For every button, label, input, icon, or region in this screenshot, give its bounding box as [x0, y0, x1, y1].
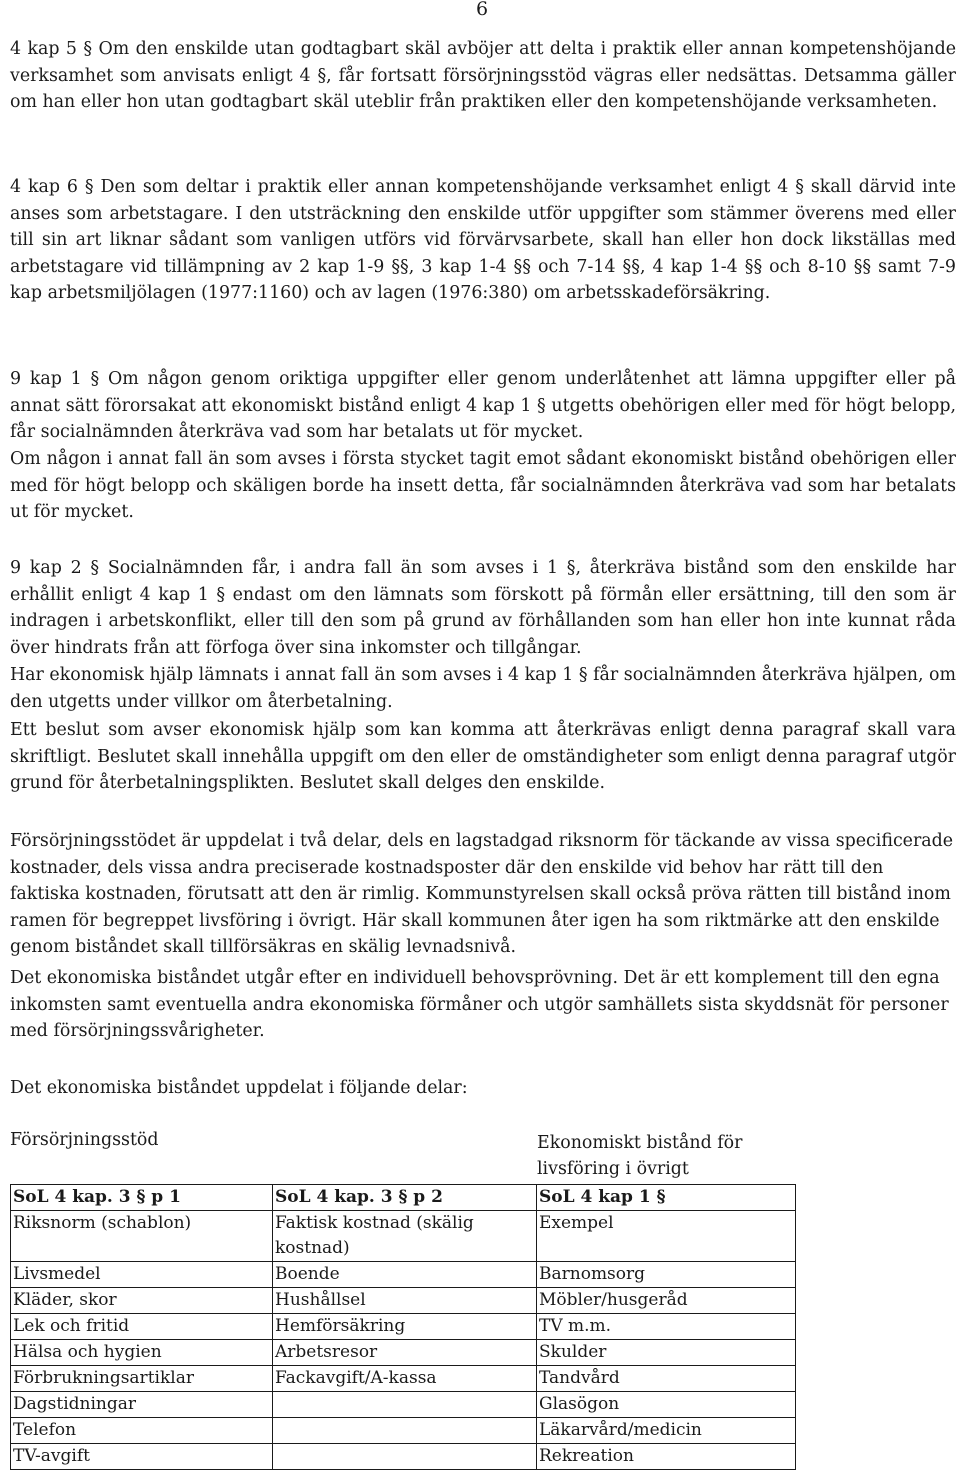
- table-row: [11, 1211, 796, 1262]
- table-row: [11, 1366, 796, 1392]
- table-cell: Boende: [273, 1262, 537, 1288]
- heading-forsorjningsstod: Försörjningsstöd: [10, 1130, 159, 1150]
- paragraph-9kap1: 9 kap 1 § Om någon genom oriktiga uppgifter eller genom underlåtenhet att lämna uppgifter eller på annat sätt förorsakat att ekonomiskt bistånd enligt 4 kap 1 § utgetts obehörigen eller med för högt belopp, får socialnämnden återkräva vad som har betalats ut för mycket.: [10, 369, 956, 442]
- table-cell: TV-avgift: [11, 1444, 273, 1470]
- table-cell: Förbrukningsartiklar: [11, 1366, 273, 1392]
- table-cell: Fackavgift/A-kassa: [273, 1366, 537, 1392]
- table-cell: TV m.m.: [537, 1314, 796, 1340]
- paragraph-4kap5: 4 kap 5 § Om den enskilde utan godtagbart skäl avböjer att delta i praktik eller annan kompetenshöjande verksamhet som anvisats enligt 4 §, får fortsatt försörjningsstöd vägras eller nedsättas. Detsamma gäller om han eller hon utan godtagbart skäl uteblir från praktiken eller den kompetenshöjande verksamheten.: [10, 39, 956, 112]
- column-header: SoL 4 kap 1 §: [537, 1185, 796, 1211]
- table-cell: Faktisk kostnad (skälig kostnad): [273, 1211, 537, 1262]
- table-cell: Arbetsresor: [273, 1340, 537, 1366]
- bistand-table-section: [10, 1130, 800, 1470]
- paragraph-4kap6: 4 kap 6 § Den som deltar i praktik eller annan kompetenshöjande verksamhet enligt 4 § skall därvid inte anses som arbetstagare. I den utsträckning den enskilde utför uppgifter som stämmer överens med eller till sin art liknar sådant som vanligen utförs vid förvärvsarbete, skall han eller hon dock likställas med arbetstagare vid tillämpning av 2 kap 1-9 §§, 3 kap 1-4 §§ och 7-14 §§, 4 kap 1-4 §§ och 8-10 §§ samt 7-9 kap arbetsmiljölagen (1977:1160) och av lagen (1976:380) om arbetsskadeförsäkring.: [10, 177, 956, 303]
- paragraph-9kap2: 9 kap 2 § Socialnämnden får, i andra fall än som avses i 1 §, återkräva bistånd som den enskilde har erhållit enligt 4 kap 1 § endast om den lämnats som förskott på förmån eller ersättning, till den som är indragen i arbetskonflikt, eller till den som på grund av förhållanden som han eller hon inte kunnat råda över hindrats från att förfoga över sina inkomster och tillgångar.: [10, 558, 956, 658]
- table-cell: Dagstidningar: [11, 1392, 273, 1418]
- paragraph-behovsprovning: Det ekonomiska biståndet utgår efter en individuell behovsprövning. Det är ett komplement till den egna inkomsten samt eventuella andra ekonomiska förmåner och utgör samhällets sista skyddsnät för personer med försörjningssvårigheter.: [10, 968, 949, 1041]
- table-cell: Läkarvård/medicin: [537, 1418, 796, 1444]
- table-header-row: [11, 1185, 796, 1211]
- table-group-headings: [10, 1130, 800, 1184]
- table-cell: Riksnorm (schablon): [11, 1211, 273, 1262]
- table-cell: Kläder, skor: [11, 1288, 273, 1314]
- paragraph-9kap2-third: Ett beslut som avser ekonomisk hjälp som kan komma att återkrävas enligt denna paragraf skall vara skriftligt. Beslutet skall innehålla uppgift om den eller de omständigheter som enligt denna paragraf utgör grund för återbetalningsplikten. Beslutet skall delges den enskilde.: [10, 720, 956, 793]
- table-cell: [273, 1418, 537, 1444]
- table-cell: [273, 1392, 537, 1418]
- table-cell: Hushållsel: [273, 1288, 537, 1314]
- table-cell: Lek och fritid: [11, 1314, 273, 1340]
- table-cell: Skulder: [537, 1340, 796, 1366]
- paragraph-forsorjningsstod: Försörjningsstödet är uppdelat i två delar, dels en lagstadgad riksnorm för täckande av vissa specificerade kostnader, dels vissa andra preciserade kostnadsposter där den enskilde vid behov har rätt till den faktiska kostnaden, förutsatt att den är rimlig. Kommunstyrelsen skall också pröva rätten till bistånd inom ramen för begreppet livsföring i övrigt. Här skall kommunen åter igen ha som riktmärke att den enskilde genom biståndet skall tillförsäkras en skälig levnadsnivå.: [10, 831, 954, 957]
- table-row: [11, 1314, 796, 1340]
- table-row: [11, 1418, 796, 1444]
- table-cell: Möbler/husgeråd: [537, 1288, 796, 1314]
- table-cell: Exempel: [537, 1211, 796, 1262]
- table-cell: Hemförsäkring: [273, 1314, 537, 1340]
- table-row: [11, 1288, 796, 1314]
- page-number: 6: [476, 0, 489, 20]
- table-cell: Hälsa och hygien: [11, 1340, 273, 1366]
- table-row: [11, 1262, 796, 1288]
- column-header: SoL 4 kap. 3 § p 1: [11, 1185, 273, 1211]
- table-cell: Tandvård: [537, 1366, 796, 1392]
- table-row: [11, 1340, 796, 1366]
- paragraph-table-intro: Det ekonomiska biståndet uppdelat i följande delar:: [10, 1078, 468, 1098]
- table-cell: [273, 1444, 537, 1470]
- table-cell: Barnomsorg: [537, 1262, 796, 1288]
- table-cell: Telefon: [11, 1418, 273, 1444]
- column-header: SoL 4 kap. 3 § p 2: [273, 1185, 537, 1211]
- heading-livsforing: Ekonomiskt bistånd för livsföring i övrigt: [537, 1133, 743, 1179]
- table-row: [11, 1392, 796, 1418]
- bistand-table: [10, 1184, 796, 1470]
- paragraph-9kap1-second: Om någon i annat fall än som avses i första stycket tagit emot sådant ekonomiskt bistånd obehörigen eller med för högt belopp och skäligen borde ha insett detta, får socialnämnden återkräva vad som har betalats ut för mycket.: [10, 449, 956, 522]
- table-cell: Livsmedel: [11, 1262, 273, 1288]
- table-cell: Glasögon: [537, 1392, 796, 1418]
- paragraph-9kap2-second: Har ekonomisk hjälp lämnats i annat fall än som avses i 4 kap 1 § får socialnämnden återkräva hjälpen, om den utgetts under villkor om återbetalning.: [10, 665, 956, 712]
- table-row: [11, 1444, 796, 1470]
- table-cell: Rekreation: [537, 1444, 796, 1470]
